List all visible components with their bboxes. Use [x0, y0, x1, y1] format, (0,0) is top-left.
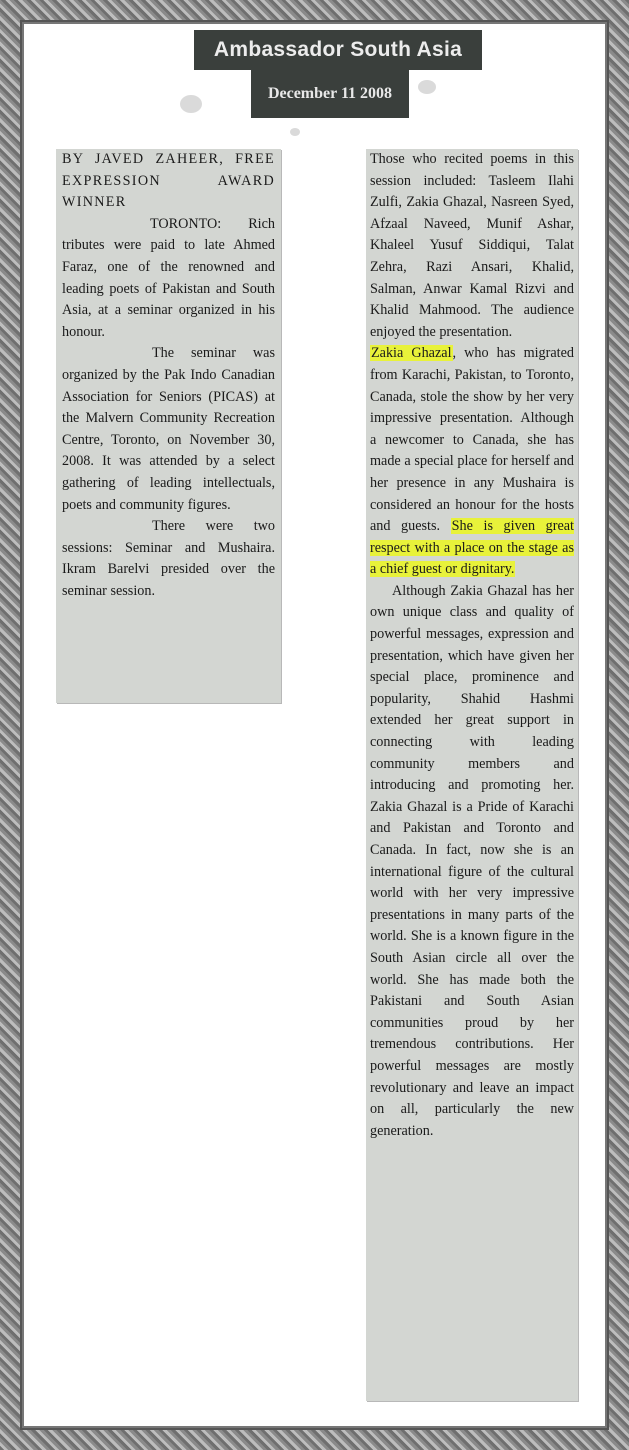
article-paragraph: The seminar was organized by the Pak Indo Canadian Association for Seniors (PICAS) at the Malvern Community Recreation Centre, Toronto, on November 30, 2008. It was attended by a select gathering of leading intellectuals, poets and community figures. — [62, 345, 275, 513]
article-paragraph: Although Zakia Ghazal has her own unique class and quality of powerful messages, expression and presentation, which have given her special place, prominence and popularity, Shahid Hashmi extended her great support in connecting with leading community members and introducing and promoting her. Zakia Ghazal is a Pride of Karachi and Pakistan and Toronto and Canada. In fact, now she is an international figure of the cultural world with her very impressive presentations in many parts of the world. She is a known figure in the South Asian circle all over the world. She has made both the Pakistani and South Asian communities proud by her tremendous contributions. Her powerful messages are mostly revolutionary and leave an impact on all, particularly the new generation. — [370, 582, 574, 1139]
print-speck — [180, 95, 202, 113]
highlighted-sentence: She is given great respect with a place on the stage as a chief guest or dignitary. — [370, 518, 574, 578]
article-paragraph: Those who recited poems in this session included: Tasleem Ilahi Zulfi, Zakia Ghazal, Nasreen Syed, Afzaal Naveed, Munif Ashar, Khaleel Yusuf Siddiqui, Talat Zehra, Razi Ansari, Khalid, Salman, Anwar Kamal Rizvi and Khalid Mahmood. The audience enjoyed the presentation. — [370, 151, 574, 340]
article-paragraph: TORONTO: Rich tributes were paid to late Ahmed Faraz, one of the renowned and leading poets of Pakistan and South Asia, at a seminar organized in his honour. — [62, 215, 275, 340]
article-column-right — [366, 149, 578, 1401]
print-speck — [418, 80, 436, 94]
article-text: , who has migrated from Karachi, Pakistan, to Toronto, Canada, stole the show by her very impressive presentation. Although a newcomer to Canada, she has made a special place for herself and her presence in any Mushaira is considered an honour for the hosts and guests. — [370, 345, 575, 535]
masthead-date: December 11 2008 — [251, 70, 409, 118]
print-speck — [290, 128, 300, 136]
article-column-left — [56, 149, 281, 703]
highlighted-name: Zakia Ghazal — [371, 345, 452, 362]
article-paragraph-highlighted — [370, 343, 574, 581]
masthead-title: Ambassador South Asia — [194, 30, 482, 70]
article-paragraph: There were two sessions: Seminar and Mushaira. Ikram Barelvi presided over the seminar session. — [62, 518, 275, 599]
article-byline: BY JAVED ZAHEER, FREE EXPRESSION AWARD WINNER — [62, 151, 275, 211]
